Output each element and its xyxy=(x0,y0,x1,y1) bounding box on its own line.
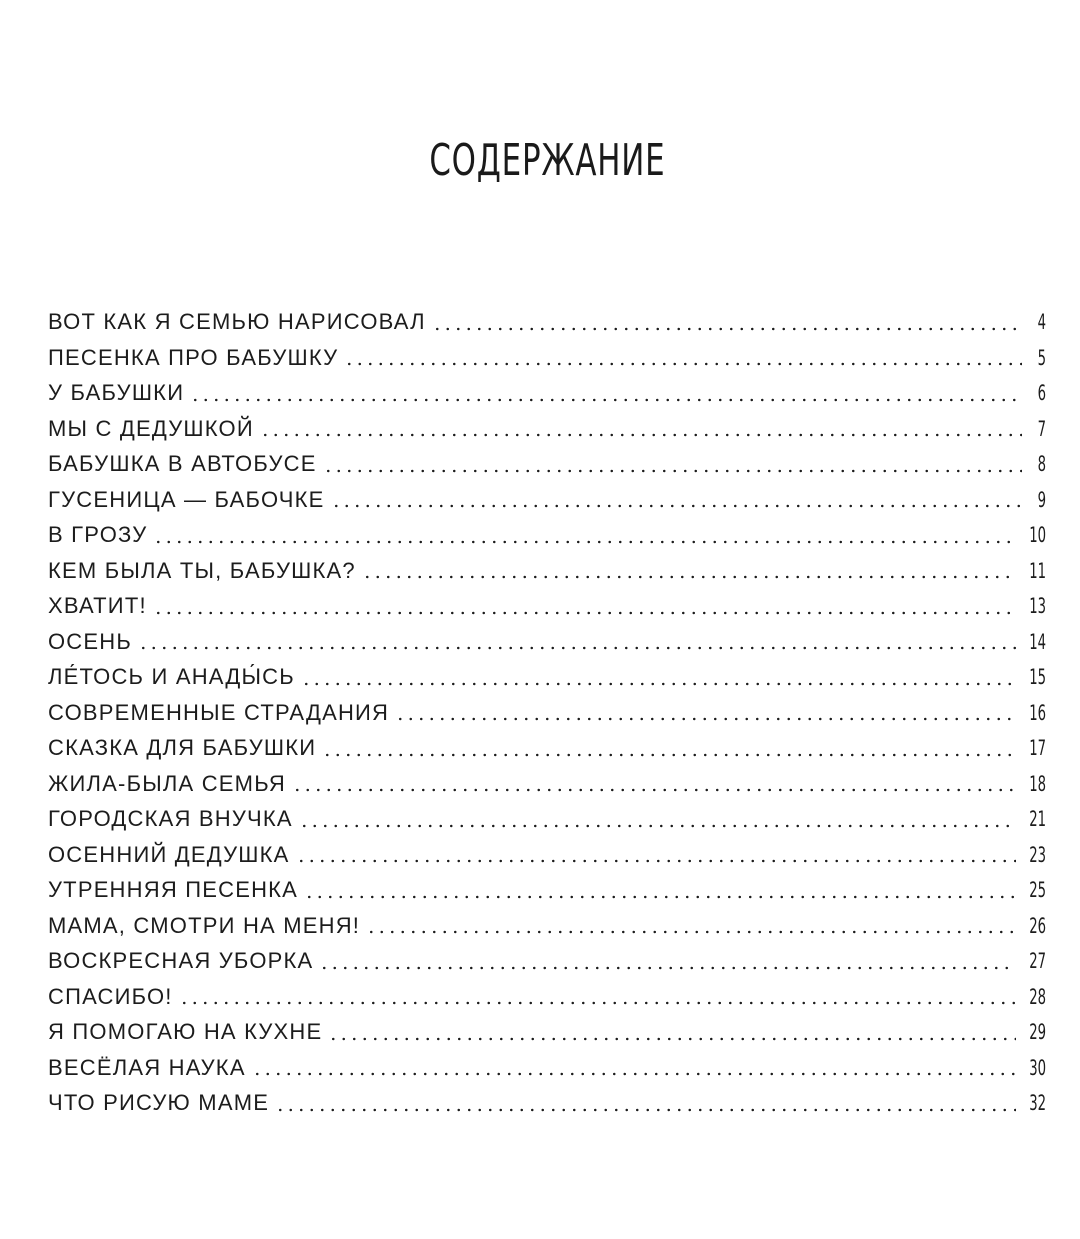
dot-leader xyxy=(260,433,1022,437)
dot-leader xyxy=(304,895,1016,899)
dot-leader xyxy=(395,717,1016,721)
toc-entry-page-number: 14 xyxy=(1029,629,1046,654)
dot-leader xyxy=(138,646,1016,650)
toc-entry xyxy=(48,624,1046,660)
dot-leader xyxy=(153,611,1016,615)
toc-entry xyxy=(48,730,1046,766)
toc-entry xyxy=(48,908,1046,944)
toc-entry xyxy=(48,943,1046,979)
dot-leader xyxy=(296,859,1016,863)
toc-entry xyxy=(48,517,1046,553)
toc-entry-title: СОВРЕМЕННЫЕ СТРАДАНИЯ xyxy=(48,699,390,725)
toc-entry-title: КЕМ БЫЛА ТЫ, БАБУШКА? xyxy=(48,557,356,583)
toc-entry-title: ЖИЛА-БЫЛА СЕМЬЯ xyxy=(48,770,286,796)
toc-entry-title: ХВАТИТ! xyxy=(48,593,147,618)
toc-entry-page-number: 11 xyxy=(1029,558,1046,583)
toc-entry xyxy=(48,340,1046,376)
toc-entry xyxy=(48,695,1046,731)
toc-entry xyxy=(48,659,1046,695)
dot-leader xyxy=(328,1037,1016,1041)
toc-entry-page-number: 29 xyxy=(1029,1020,1046,1044)
toc-entry-page-number: 16 xyxy=(1029,700,1046,725)
toc-entry-page-number: 17 xyxy=(1029,736,1046,760)
toc-entry-title: СПАСИБО! xyxy=(48,983,173,1009)
toc-entry-title: ВОСКРЕСНАЯ УБОРКА xyxy=(48,948,314,973)
dot-leader xyxy=(344,362,1022,366)
toc-entry-title: СКАЗКА ДЛЯ БАБУШКИ xyxy=(48,735,317,760)
dot-leader xyxy=(323,469,1022,473)
dot-leader xyxy=(366,930,1016,934)
toc-entry-title: ЧТО РИСУЮ МАМЕ xyxy=(48,1090,270,1115)
dot-leader xyxy=(275,1108,1016,1112)
toc-entry-title: ГОРОДСКАЯ ВНУЧКА xyxy=(48,806,293,831)
toc-entry xyxy=(48,375,1046,411)
toc-entry-page-number: 5 xyxy=(1037,345,1046,370)
toc-entry-page-number: 15 xyxy=(1029,665,1046,689)
dot-leader xyxy=(179,1001,1016,1005)
toc-entry-title: МАМА, СМОТРИ НА МЕНЯ! xyxy=(48,912,361,938)
dot-leader xyxy=(252,1072,1016,1076)
toc-entry xyxy=(48,766,1046,802)
toc-entry-title: ОСЕНЬ xyxy=(48,628,132,654)
toc-entry-title: В ГРОЗУ xyxy=(48,522,148,547)
toc-entry xyxy=(48,979,1046,1015)
toc-entry-page-number: 9 xyxy=(1037,487,1046,512)
toc-entry xyxy=(48,872,1046,908)
toc-entry-title: ГУСЕНИЦА — БАБОЧКЕ xyxy=(48,486,325,512)
dot-leader xyxy=(299,824,1016,828)
dot-leader xyxy=(301,682,1016,686)
toc-entry-title: МЫ С ДЕДУШКОЙ xyxy=(48,415,254,441)
toc-entry xyxy=(48,1085,1046,1121)
toc-entry-page-number: 4 xyxy=(1037,310,1046,334)
toc-entry-page-number: 26 xyxy=(1029,913,1046,938)
toc-entry xyxy=(48,553,1046,589)
toc-entry-page-number: 27 xyxy=(1029,949,1046,973)
dot-leader xyxy=(190,398,1022,402)
toc-entry-page-number: 23 xyxy=(1029,842,1046,867)
toc-entry-title: УТРЕННЯЯ ПЕСЕНКА xyxy=(48,877,299,902)
toc-entry-page-number: 25 xyxy=(1029,878,1046,902)
toc-entry xyxy=(48,482,1046,518)
dot-leader xyxy=(292,788,1016,792)
toc-entry-page-number: 13 xyxy=(1029,594,1046,618)
toc-entry-title: ОСЕННИЙ ДЕДУШКА xyxy=(48,841,290,867)
toc-entry-page-number: 21 xyxy=(1029,807,1046,831)
toc-entry-title: БАБУШКА В АВТОБУСЕ xyxy=(48,451,317,476)
toc-entry-page-number: 18 xyxy=(1029,771,1046,796)
toc-entry xyxy=(48,446,1046,482)
toc-entry xyxy=(48,411,1046,447)
dot-leader xyxy=(432,327,1022,331)
toc-entry xyxy=(48,801,1046,837)
toc-entry xyxy=(48,304,1046,340)
toc-entry-page-number: 30 xyxy=(1029,1055,1046,1080)
toc-entry-title: Я ПОМОГАЮ НА КУХНЕ xyxy=(48,1019,323,1044)
dot-leader xyxy=(362,575,1016,579)
toc-entry-title: ПЕСЕНКА ПРО БАБУШКУ xyxy=(48,344,339,370)
toc-entry xyxy=(48,837,1046,873)
toc-entry-page-number: 28 xyxy=(1029,984,1046,1009)
table-of-contents xyxy=(48,304,1046,1121)
toc-entry-title: ВЕСЁЛАЯ НАУКА xyxy=(48,1054,246,1080)
toc-entry-page-number: 6 xyxy=(1037,381,1046,405)
toc-entry-title: ВОТ КАК Я СЕМЬЮ НАРИСОВАЛ xyxy=(48,309,426,334)
dot-leader xyxy=(153,540,1016,544)
toc-entry xyxy=(48,1050,1046,1086)
toc-entry xyxy=(48,1014,1046,1050)
dot-leader xyxy=(331,504,1022,508)
dot-leader xyxy=(319,966,1016,970)
toc-entry-page-number: 10 xyxy=(1029,523,1046,547)
page-title: СОДЕРЖАНИЕ xyxy=(429,135,666,187)
toc-entry-page-number: 7 xyxy=(1037,416,1046,441)
toc-entry-title: У БАБУШКИ xyxy=(48,380,185,405)
dot-leader xyxy=(322,753,1016,757)
toc-entry-page-number: 32 xyxy=(1029,1091,1046,1115)
toc-entry-page-number: 8 xyxy=(1037,452,1046,476)
toc-entry-title: ЛЕ́ТОСЬ И АНАДЫ́СЬ xyxy=(48,664,295,689)
toc-entry xyxy=(48,588,1046,624)
